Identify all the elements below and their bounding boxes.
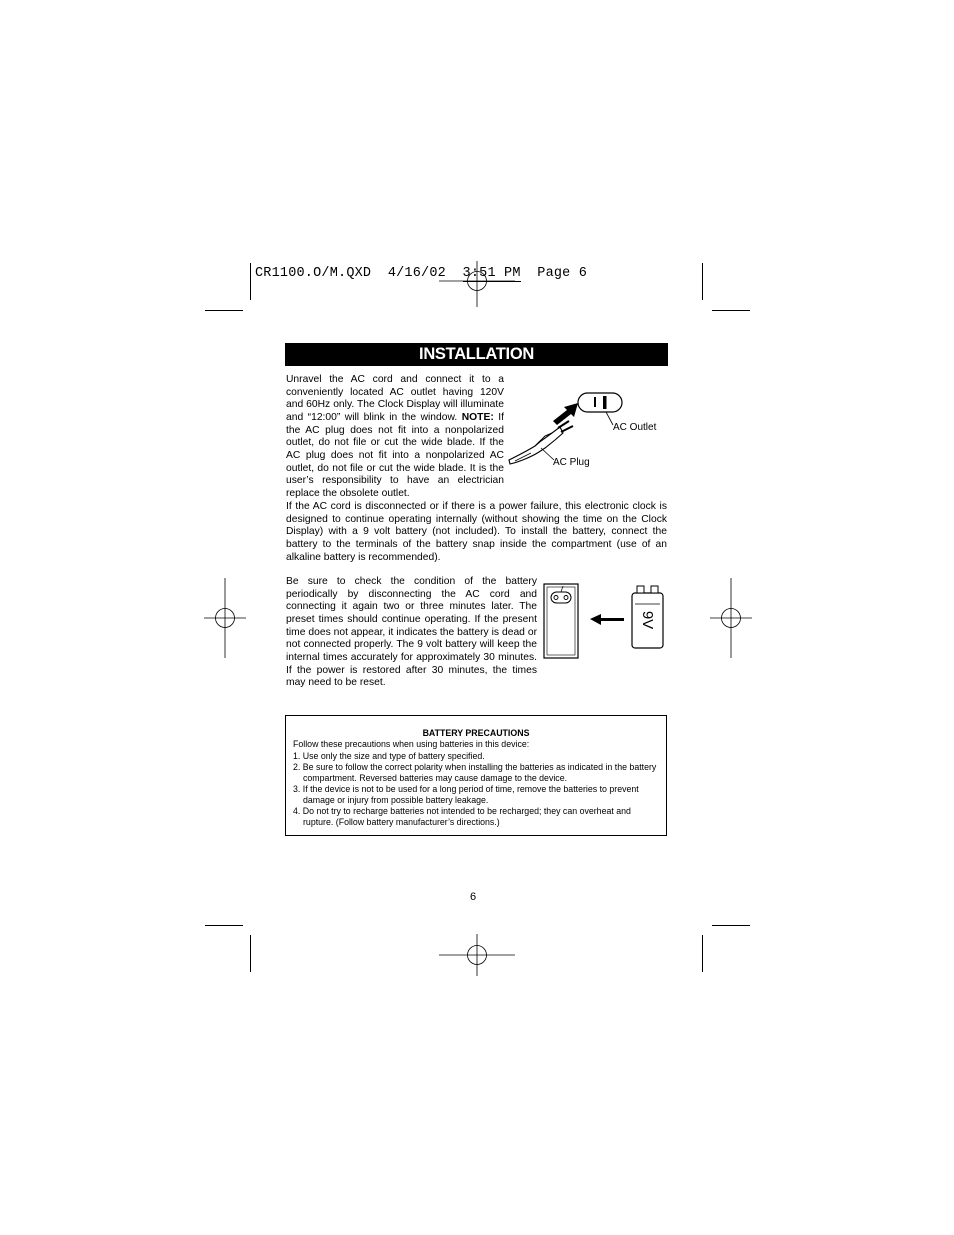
slug-file: CR1100.O/M.QXD [255, 266, 372, 281]
insert-arrow-icon [553, 403, 578, 425]
page-number: 6 [470, 891, 477, 903]
precaution-item: 4. Do not try to recharge batteries not intended to be recharged; they can overheat and rupture. (Follow battery manufacturer’s directions.) [293, 806, 631, 827]
slug-time: 3:51 PM [462, 266, 521, 281]
crop-mark-top-right-horizontal [712, 310, 750, 311]
power-failure-paragraph: If the AC cord is disconnected or if there is a power failure, this electronic clock is designed to continue operating internally (without showing the time on the Clock Display) with a 9 volt battery (not included). To install the battery, connect the battery to the terminals of the battery snap inside the compartment (use of an alkaline battery is recommended). [286, 501, 667, 563]
slug-page: Page 6 [537, 266, 588, 281]
battery-9v-label: 9V [639, 610, 657, 630]
slug-date: 4/16/02 [387, 266, 446, 281]
precaution-item: 1. Use only the size and type of battery specified. [293, 751, 485, 761]
note-label: NOTE: [461, 411, 494, 423]
crop-mark-top-right-vertical [702, 263, 703, 300]
battery-precautions-box [285, 715, 667, 836]
battery-installation-illustration [543, 583, 668, 661]
crop-mark-bottom-left-vertical [250, 935, 251, 972]
ac-plug-label: AC Plug [553, 457, 590, 468]
precautions-intro: Follow these precautions when using batteries in this device: [293, 739, 530, 749]
note-text: If the AC plug does not fit into a nonpolarized outlet, do not file or cut the wide blade. If the AC plug does not fit into a nonpolarized AC outlet, do not file or cut the wide blade. It is the user’s responsibility to have an electrician replace the obsolete outlet. [286, 411, 504, 499]
check-battery-paragraph: Be sure to check the condition of the battery periodically by disconnecting the AC cord and connecting it again two or three minutes later. The preset times should continue operating. If the present time does not appear, it indicates the battery is dead or not connected properly. The 9 volt battery will keep the internal times accurately for approximately 30 minutes. If the power is restored after 30 minutes, the times may need to be reset. [286, 576, 537, 689]
precautions-heading: BATTERY PRECAUTIONS [422, 728, 530, 738]
crop-mark-top-left-vertical [250, 263, 251, 300]
crop-mark-bottom-right-horizontal [712, 925, 750, 926]
precaution-item: 3. If the device is not to be used for a long period of time, remove the batteries to prevent damage or injury from possible battery leakage. [293, 784, 639, 805]
precautions-list [293, 751, 661, 828]
crop-mark-bottom-right-vertical [702, 935, 703, 972]
registration-mark-right [710, 578, 752, 658]
ac-outlet-label: AC Outlet [613, 422, 657, 433]
intro-paragraph [286, 374, 504, 501]
crop-mark-top-left-horizontal [205, 310, 243, 311]
crop-mark-bottom-left-horizontal [205, 925, 243, 926]
print-slug-line [255, 266, 587, 281]
section-title: INSTALLATION [285, 343, 668, 366]
insert-battery-arrow-icon [590, 614, 624, 625]
registration-mark-left [204, 578, 246, 658]
registration-mark-bottom [437, 934, 517, 976]
intro-text: Unravel the AC cord and connect it to a conveniently located AC outlet having 120V and 60Hz only. The Clock Display will illuminate and “12:00” will blink in the window. [286, 374, 504, 423]
ac-outlet-shape [578, 393, 622, 412]
precaution-item: 2. Be sure to follow the correct polarity when installing the batteries as indicated in the battery compartment. Reversed batteries may cause damage to the device. [293, 762, 657, 783]
